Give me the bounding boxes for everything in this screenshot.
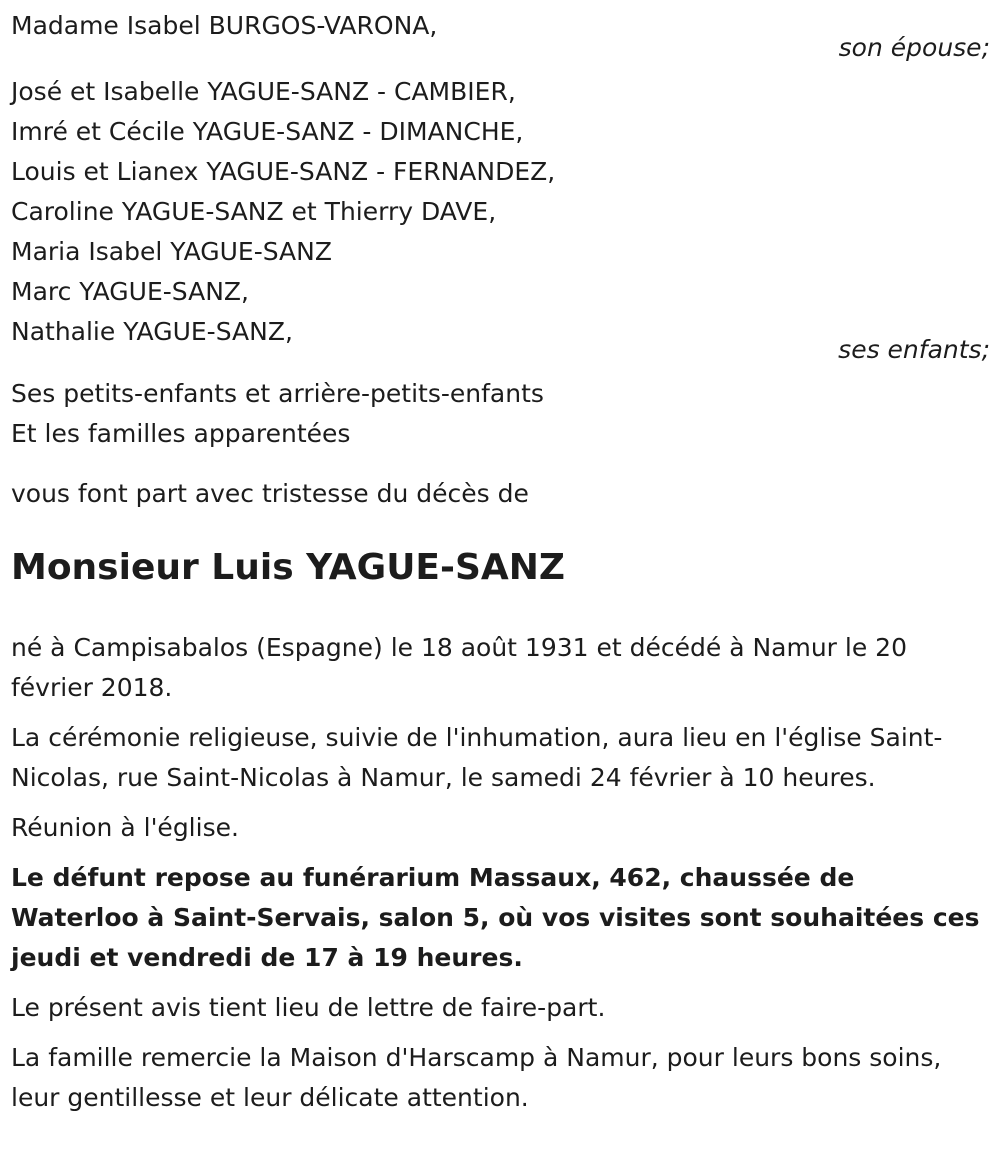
birth-death-paragraph: né à Campisabalos (Espagne) le 18 août 1931 et décédé à Namur le 20 février 2018. xyxy=(11,633,907,702)
families-line: Et les familles apparentées xyxy=(11,419,351,448)
child-name: Imré et Cécile YAGUE-SANZ - DIMANCHE, xyxy=(11,117,524,146)
child-name: Nathalie YAGUE-SANZ, xyxy=(11,317,293,346)
thanks-paragraph: La famille remercie la Maison d'Harscamp à Namur, pour leurs bons soins, leur gentillesse et leur délicate attention. xyxy=(11,1043,942,1112)
ceremony-paragraph: La cérémonie religieuse, suivie de l'inhumation, aura lieu en l'église Saint-Nicolas, rue Saint-Nicolas à Namur, le samedi 24 février à 10 heures. xyxy=(11,723,943,792)
funerarium-paragraph: Le défunt repose au funérarium Massaux, 462, chaussée de Waterloo à Saint-Servais, salon 5, où vos visites sont souhaitées ces jeudi et vendredi de 17 à 19 heures. xyxy=(11,863,980,972)
child-name: Maria Isabel YAGUE-SANZ xyxy=(11,237,332,266)
spouse-name: Madame Isabel BURGOS-VARONA, xyxy=(11,11,438,40)
grandchildren-line: Ses petits-enfants et arrière-petits-enfants xyxy=(11,379,544,408)
deceased-name: Monsieur Luis YAGUE-SANZ xyxy=(11,547,565,588)
children-list xyxy=(11,72,990,352)
spouse-role: son épouse; xyxy=(838,33,990,62)
notice-paragraph: Le présent avis tient lieu de lettre de faire-part. xyxy=(11,993,606,1022)
children-role: ses enfants; xyxy=(838,335,990,364)
child-name: Louis et Lianex YAGUE-SANZ - FERNANDEZ, xyxy=(11,157,556,186)
intro-text: vous font part avec tristesse du décès de xyxy=(11,479,529,508)
child-name: Marc YAGUE-SANZ, xyxy=(11,277,250,306)
child-name: José et Isabelle YAGUE-SANZ - CAMBIER, xyxy=(11,77,516,106)
child-name: Caroline YAGUE-SANZ et Thierry DAVE, xyxy=(11,197,497,226)
meeting-paragraph: Réunion à l'église. xyxy=(11,813,239,842)
